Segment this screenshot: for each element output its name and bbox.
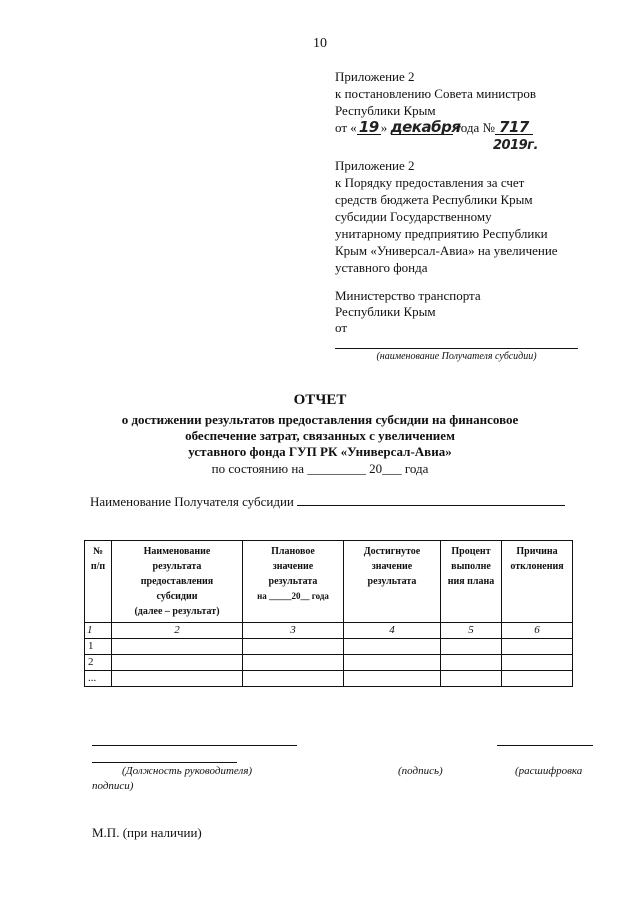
appendix-order-line1: Приложение 2 [335, 158, 415, 173]
appendix-order-line3: средств бюджета Республики Крым [335, 192, 533, 207]
cell-planned[interactable] [243, 655, 344, 671]
column-numbers-row [85, 623, 573, 639]
recipient-name-blank[interactable] [297, 493, 565, 506]
appendix-order-line2: к Порядку предоставления за счет [335, 175, 525, 190]
date-day: 19 [357, 120, 381, 135]
appendix-header-line1: Приложение 2 [335, 69, 415, 84]
table-row [85, 639, 573, 655]
page-number: 10 [313, 36, 327, 51]
appendix-order [335, 157, 558, 276]
date-mid: » [380, 120, 388, 135]
report-subtitle [0, 412, 640, 460]
date-prefix: от « [335, 120, 357, 135]
signature-line[interactable] [92, 762, 237, 763]
col-number-6: 6 [502, 623, 573, 639]
ministry-block [335, 288, 481, 336]
header-col-percent: Процент выполне ния плана [441, 541, 502, 623]
col-number-3: 3 [243, 623, 344, 639]
row-index: 1 [85, 639, 112, 655]
cell-reason[interactable] [502, 639, 573, 655]
seal-note: М.П. (при наличии) [92, 825, 202, 840]
ministry-line1: Министерство транспорта [335, 288, 481, 303]
table-row [85, 655, 573, 671]
report-subtitle-line1: о достижении результатов предоставления субсидии на финансовое [121, 412, 519, 427]
cell-result-name[interactable] [112, 671, 243, 687]
year-handwritten: 2019г. [493, 138, 538, 153]
header-col-result-name: Наименование результата предоставления субсидии (далее – результат) [112, 541, 243, 623]
appendix-order-line5: унитарному предприятию Республики [335, 226, 548, 241]
signature-caption: (подпись) [398, 765, 443, 777]
cell-achieved[interactable] [344, 639, 441, 655]
cell-reason[interactable] [502, 671, 573, 687]
decoding-caption-cont: подписи) [92, 780, 134, 792]
cell-result-name[interactable] [112, 655, 243, 671]
ministry-line2: Республики Крым [335, 304, 436, 319]
date-suffix: года № [455, 120, 495, 135]
header-col-planned: Плановое значение результата на _____20__ года [243, 541, 344, 623]
report-as-of: по состоянию на _________ 20___ года [211, 461, 429, 476]
recipient-name-field [90, 493, 565, 510]
row-index: ... [85, 671, 112, 687]
position-caption: (Должность руководителя) [122, 765, 253, 777]
appendix-header-line2: к постановлению Совета министров [335, 86, 536, 101]
appendix-header [335, 68, 538, 154]
appendix-order-line6: Крым «Универсал-Авиа» на увеличение [335, 243, 558, 258]
header-col-reason: Причина отклонения [502, 541, 573, 623]
appendix-header-date [335, 119, 538, 136]
appendix-header-line3: Республики Крым [335, 103, 436, 118]
recipient-caption: (наименование Получателя субсидии) [376, 351, 537, 362]
position-signature-line[interactable] [92, 745, 297, 746]
table-header-row [85, 541, 573, 623]
cell-percent[interactable] [441, 671, 502, 687]
report-title: ОТЧЕТ [293, 392, 347, 408]
report-subtitle-line3: уставного фонда ГУП РК «Универсал-Авиа» [188, 444, 452, 459]
header-col-number: № п/п [85, 541, 112, 623]
appendix-order-line7: уставного фонда [335, 260, 428, 275]
report-subtitle-line2: обеспечение затрат, связанных с увеличением [185, 428, 455, 443]
col-number-5: 5 [441, 623, 502, 639]
header-col-achieved: Достигнутое значение результата [344, 541, 441, 623]
date-month: декабря [390, 118, 461, 136]
recipient-underline [335, 348, 578, 349]
cell-planned[interactable] [243, 671, 344, 687]
col-number-1: 1 [85, 623, 112, 639]
appendix-order-line4: субсидии Государственному [335, 209, 492, 224]
cell-percent[interactable] [441, 639, 502, 655]
cell-result-name[interactable] [112, 639, 243, 655]
col-number-2: 2 [112, 623, 243, 639]
cell-planned[interactable] [243, 639, 344, 655]
results-table [84, 540, 573, 687]
table-row [85, 671, 573, 687]
decoding-caption: (расшифровка [515, 765, 583, 777]
cell-percent[interactable] [441, 655, 502, 671]
ministry-from: от [335, 320, 348, 335]
cell-reason[interactable] [502, 655, 573, 671]
recipient-name-label: Наименование Получателя субсидии [90, 494, 294, 509]
row-index: 2 [85, 655, 112, 671]
col-number-4: 4 [344, 623, 441, 639]
decoding-signature-line[interactable] [497, 745, 593, 746]
cell-achieved[interactable] [344, 671, 441, 687]
cell-achieved[interactable] [344, 655, 441, 671]
resolution-number: 717 [495, 120, 533, 135]
